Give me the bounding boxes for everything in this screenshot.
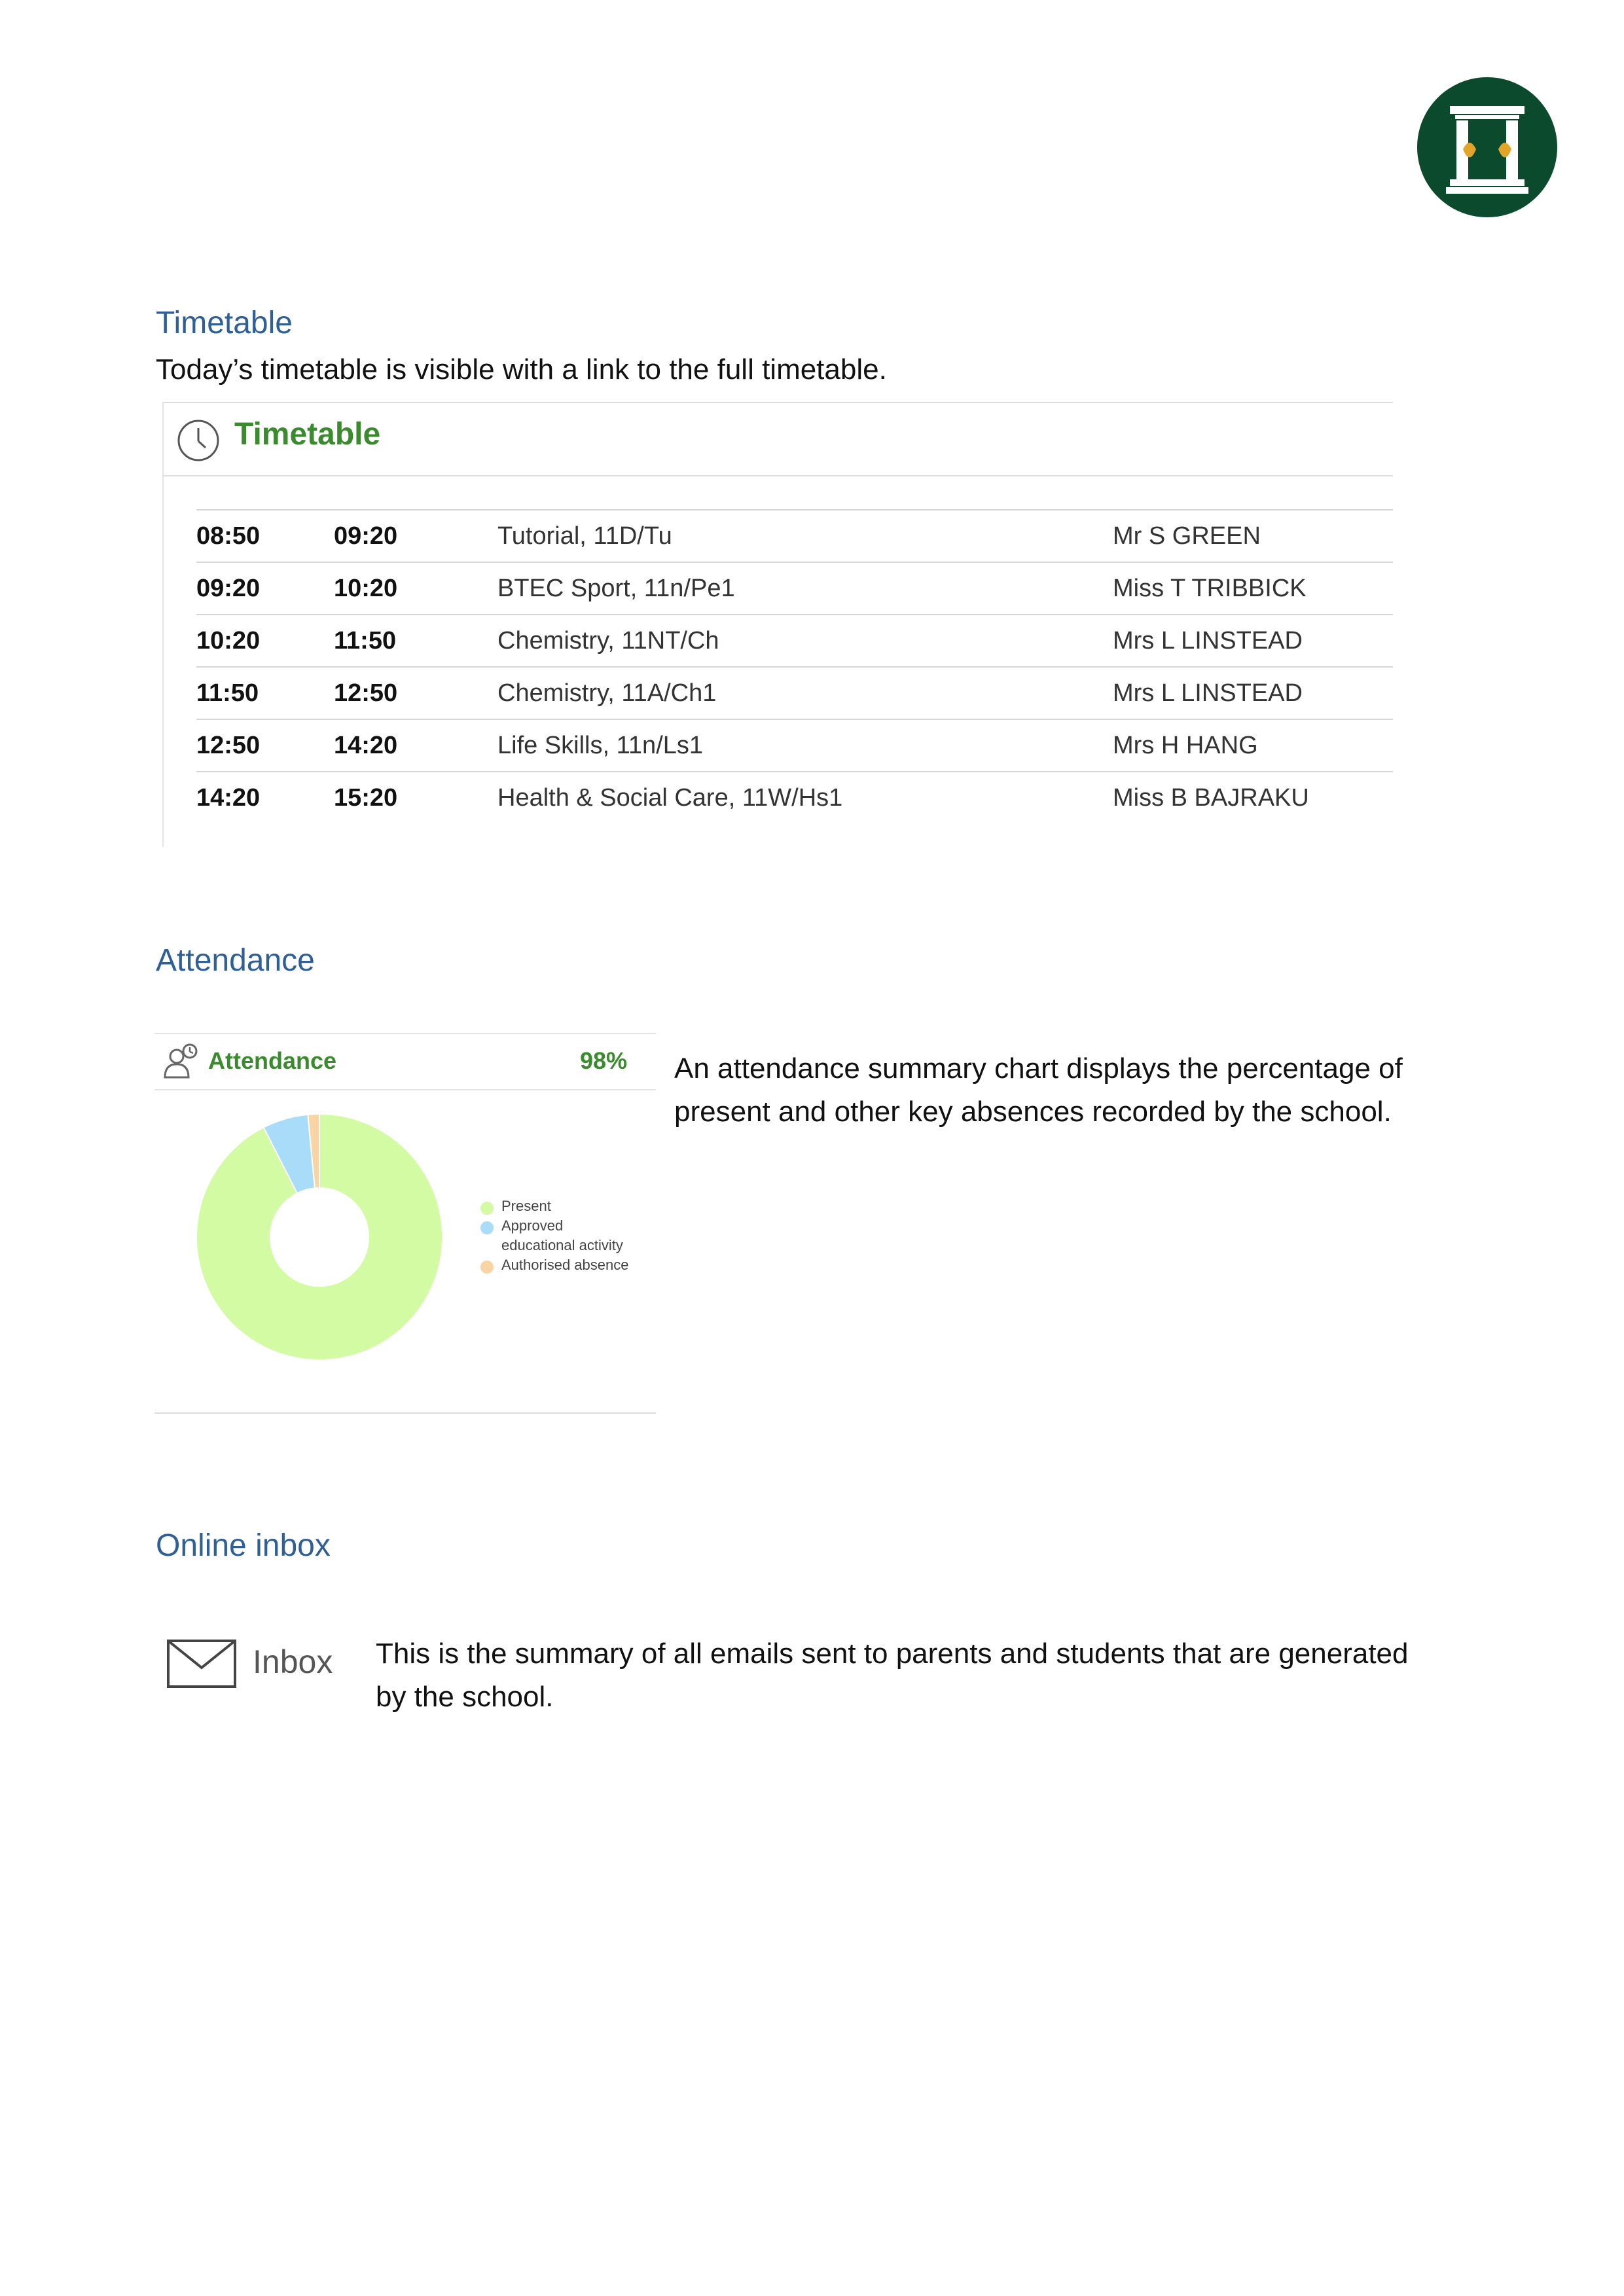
- legend-dot: [480, 1202, 494, 1215]
- person-clock-icon: [162, 1042, 200, 1080]
- end-time: 14:20: [334, 732, 398, 759]
- clock-icon: [177, 419, 220, 462]
- divider: [154, 1412, 656, 1414]
- attendance-widget-title[interactable]: Attendance: [208, 1047, 337, 1074]
- divider: [154, 1033, 656, 1034]
- legend-item-present: [480, 1196, 628, 1216]
- start-time: 11:50: [196, 679, 259, 707]
- end-time: 12:50: [334, 679, 398, 707]
- end-time: 11:50: [334, 627, 397, 655]
- start-time: 09:20: [196, 575, 261, 602]
- timetable-widget-title[interactable]: Timetable: [234, 417, 381, 452]
- attendance-heading: Attendance: [156, 943, 315, 978]
- attendance-donut-chart: [195, 1113, 444, 1361]
- teacher: Mrs L LINSTEAD: [1113, 679, 1303, 707]
- legend-dot: [480, 1261, 494, 1274]
- inbox-description-line2: by the school.: [376, 1681, 554, 1713]
- table-row: [196, 719, 1393, 772]
- table-row: [196, 666, 1393, 720]
- legend-dot: [480, 1221, 494, 1234]
- legend-item-authorised: [480, 1255, 628, 1275]
- legend-label: Present: [501, 1198, 551, 1214]
- timetable-heading: Timetable: [156, 306, 293, 340]
- start-time: 10:20: [196, 627, 261, 655]
- inbox-link[interactable]: Inbox: [253, 1643, 333, 1680]
- teacher: Mrs H HANG: [1113, 732, 1258, 759]
- school-crest-logo: [1417, 77, 1557, 217]
- subject: Tutorial, 11D/Tu: [497, 522, 672, 550]
- table-row: [196, 562, 1393, 615]
- teacher: Mr S GREEN: [1113, 522, 1261, 550]
- end-time: 15:20: [334, 784, 398, 812]
- legend-label: Approved: [501, 1217, 564, 1234]
- inbox-heading: Online inbox: [156, 1528, 331, 1563]
- legend-label: Authorised absence: [501, 1257, 629, 1273]
- teacher: Miss T TRIBBICK: [1113, 575, 1307, 602]
- legend-item-approved: [480, 1216, 628, 1255]
- chart-legend: [480, 1196, 628, 1275]
- subject: Chemistry, 11A/Ch1: [497, 679, 717, 707]
- end-time: 09:20: [334, 522, 398, 550]
- end-time: 10:20: [334, 575, 398, 602]
- teacher: Mrs L LINSTEAD: [1113, 627, 1303, 655]
- timetable-description: Today’s timetable is visible with a link to the full timetable.: [156, 353, 887, 386]
- subject: Life Skills, 11n/Ls1: [497, 732, 704, 759]
- divider: [162, 402, 164, 847]
- attendance-description-line1: An attendance summary chart displays the percentage of: [674, 1052, 1403, 1085]
- attendance-widget[interactable]: [154, 1033, 656, 1414]
- divider: [154, 1089, 656, 1090]
- table-row: [196, 771, 1393, 825]
- envelope-icon[interactable]: [166, 1639, 237, 1689]
- start-time: 12:50: [196, 732, 261, 759]
- teacher: Miss B BAJRAKU: [1113, 784, 1309, 812]
- attendance-percentage: 98%: [580, 1047, 628, 1074]
- subject: BTEC Sport, 11n/Pe1: [497, 575, 735, 602]
- start-time: 08:50: [196, 522, 261, 550]
- divider: [162, 475, 1393, 476]
- attendance-description-line2: present and other key absences recorded by the school.: [674, 1096, 1392, 1128]
- start-time: 14:20: [196, 784, 261, 812]
- table-row: [196, 509, 1393, 563]
- subject: Chemistry, 11NT/Ch: [497, 627, 719, 655]
- divider: [162, 402, 1393, 403]
- inbox-description-line1: This is the summary of all emails sent to parents and students that are generated: [376, 1638, 1409, 1670]
- table-row: [196, 614, 1393, 668]
- subject: Health & Social Care, 11W/Hs1: [497, 784, 843, 812]
- timetable-widget[interactable]: [162, 402, 1393, 847]
- legend-label: educational activity: [501, 1237, 623, 1253]
